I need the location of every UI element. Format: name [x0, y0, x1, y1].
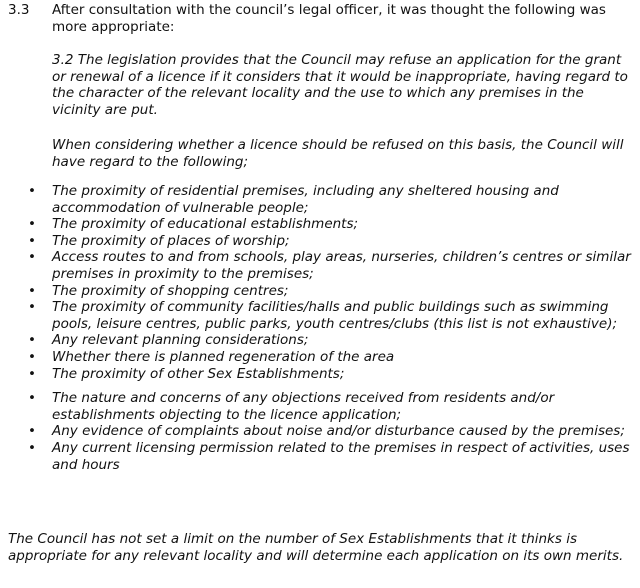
section-intro-text: After consultation with the council’s legal officer, it was thought the following was more appropriate: — [52, 2, 606, 35]
list-item — [0, 390, 632, 423]
bullet-icon: • — [28, 232, 36, 249]
bullet-icon: • — [28, 390, 36, 407]
section-number: 3.3 — [8, 2, 30, 18]
list-item-text: The proximity of community facilities/halls and public buildings such as swimming pools, leisure centres, public parks, youth centres/clubs (this list is not exhaustive); — [52, 299, 618, 332]
quoted-paragraph-legislation: 3.2 The legislation provides that the Council may refuse an application for the grant or renewal of a licence if it considers that it would be inappropriate, having regard to the character of the relevant locality and the use to which any premises in the vicinity are put. — [52, 52, 628, 118]
quoted-paragraph-considerations: When considering whether a licence should be refused on this basis, the Council will have regard to the following; — [52, 137, 624, 170]
list-item — [0, 332, 632, 349]
list-item — [0, 183, 632, 216]
list-item-text: Any evidence of complaints about noise and/or disturbance caused by the premises; — [52, 423, 625, 440]
list-item — [0, 283, 632, 300]
considerations-list — [0, 183, 640, 473]
list-item-text: The proximity of shopping centres; — [52, 282, 289, 299]
list-item-text: Whether there is planned regeneration of the area — [52, 348, 395, 365]
list-item-text: The proximity of places of worship; — [52, 232, 290, 249]
bullet-icon: • — [28, 439, 36, 456]
list-item — [0, 249, 632, 282]
list-item-text: Access routes to and from schools, play areas, nurseries, children’s centres or similar premises in proximity to the premises; — [52, 249, 631, 282]
bullet-icon: • — [28, 332, 36, 349]
bullet-icon: • — [28, 216, 36, 233]
closing-paragraph: The Council has not set a limit on the number of Sex Establishments that it thinks is appropriate for any relevant locality and will determine each application on its own merits. — [8, 531, 624, 564]
bullet-icon: • — [28, 183, 36, 199]
list-item — [0, 349, 632, 366]
list-item-text: Any current licensing permission related to the premises in respect of activities, uses and hours — [52, 439, 630, 473]
bullet-icon: • — [28, 423, 36, 440]
list-item — [0, 299, 632, 332]
bullet-icon: • — [28, 365, 36, 382]
list-item — [0, 216, 632, 233]
list-item — [0, 233, 632, 250]
list-item-text: Any relevant planning considerations; — [52, 332, 309, 349]
bullet-icon: • — [28, 282, 36, 299]
list-item-text: The proximity of educational establishments; — [52, 216, 359, 233]
list-item — [0, 366, 632, 383]
bullet-icon: • — [28, 299, 36, 316]
list-item — [0, 423, 632, 440]
bullet-icon: • — [28, 249, 36, 266]
bullet-icon: • — [28, 348, 36, 365]
list-item-text: The nature and concerns of any objections received from residents and/or establishments objecting to the licence application; — [52, 390, 555, 423]
list-item-text: The proximity of residential premises, including any sheltered housing and accommodation of vulnerable people; — [52, 183, 559, 216]
list-item — [0, 440, 632, 473]
list-item-text: The proximity of other Sex Establishments; — [52, 365, 345, 382]
